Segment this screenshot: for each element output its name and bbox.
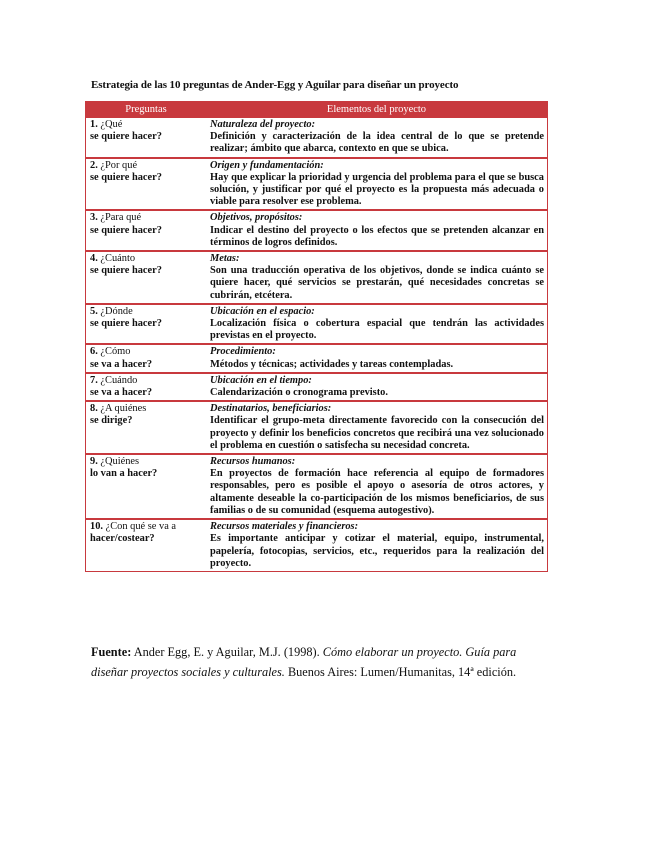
element-cell: [206, 304, 548, 345]
question-line-2: se dirige?: [90, 415, 133, 427]
element-description: Métodos y técnicas; actividades y tareas contempladas.: [210, 358, 454, 370]
question-word: ¿Con qué se va a: [105, 521, 177, 533]
question-line-2: se quiere hacer?: [90, 171, 162, 183]
table-row: [86, 158, 548, 211]
question-line-2: se quiere hacer?: [90, 224, 162, 236]
element-description: Son una traducción operativa de los objetivos, donde se indica cuánto se quiere hacer, qué servicios se prestarán, qué necesidades concretas se cubrirán, etcétera.: [210, 265, 544, 301]
element-heading: Ubicación en el tiempo:: [210, 374, 312, 386]
question-line-1: [90, 160, 203, 172]
element-heading: Destinatarios, beneficiarios:: [210, 403, 332, 415]
element-cell: [206, 519, 548, 571]
question-word: ¿Qué: [100, 119, 123, 130]
question-line-2: se quiere hacer?: [90, 318, 162, 330]
element-description: En proyectos de formación hace referencia al equipo de formadores responsables, pero es posible el apoyo o asesoría de otros actores, y altamente deseable la co-participación de los mismos beneficiarios, de sus familias o de su comunidad (esquema autogestivo).: [210, 468, 544, 516]
question-line-2: se va a hacer?: [90, 358, 153, 370]
table-body: [86, 117, 548, 571]
header-preguntas: Preguntas: [86, 102, 207, 118]
question-line-1: [90, 521, 203, 533]
question-number: 4.: [90, 253, 98, 265]
document-title: Estrategia de las 10 preguntas de Ander-Egg y Aguilar para diseñar un proyecto: [91, 79, 459, 91]
element-heading: Ubicación en el espacio:: [210, 305, 315, 317]
strategy-table: [85, 101, 548, 572]
element-cell: [206, 401, 548, 454]
element-description: Localización física o cobertura espacial que tendrán las actividades previstas en el proyecto.: [210, 318, 544, 342]
table-row: [86, 117, 548, 158]
question-line-1: [90, 253, 203, 265]
element-description: Calendarización o cronograma previsto.: [210, 387, 388, 399]
table-row: [86, 519, 548, 571]
element-heading: Objetivos, propósitos:: [210, 212, 303, 224]
question-line-1: [90, 306, 203, 318]
source-authors: Ander Egg, E. y Aguilar, M.J. (1998).: [133, 645, 320, 659]
question-word: ¿Cuándo: [100, 374, 138, 386]
element-cell: [206, 454, 548, 519]
element-cell: [206, 210, 548, 251]
question-number: 5.: [90, 305, 98, 317]
element-description: Hay que explicar la prioridad y urgencia del problema para el que se busca solución, y justificar por qué el proyecto es la propuesta más adecuada o viable para resolver ese problema.: [210, 171, 544, 208]
question-cell: [86, 117, 207, 158]
table-header-row: [86, 102, 548, 118]
element-cell: [206, 373, 548, 401]
element-heading: Recursos materiales y financieros:: [210, 521, 359, 533]
question-word: ¿Dónde: [100, 305, 133, 317]
table-row: [86, 251, 548, 304]
question-cell: [86, 454, 207, 519]
table-row: [86, 344, 548, 372]
element-description: Definición y caracterización de la idea central de lo que se pretende realizar; ámbito que abarca, contexto en que se ubica.: [210, 131, 544, 155]
source-publisher: Buenos Aires: Lumen/Humanitas, 14ª edición.: [287, 665, 517, 679]
question-line-1: [90, 456, 203, 468]
element-description: Identificar el grupo-meta directamente favorecido con la consecución del proyecto y definir los beneficios concretos que recibirá una vez solucionado el problema en cuestión o satisfecha su necesidad concreta.: [210, 415, 544, 451]
table-row: [86, 373, 548, 401]
question-line-2: se quiere hacer?: [90, 131, 162, 143]
element-heading: Metas:: [210, 253, 240, 265]
question-line-2: se va a hacer?: [90, 387, 153, 399]
question-cell: [86, 158, 207, 211]
element-cell: [206, 117, 548, 158]
question-word: ¿Cómo: [100, 346, 131, 358]
question-cell: [86, 210, 207, 251]
table-row: [86, 304, 548, 345]
element-cell: [206, 344, 548, 372]
question-number: 7.: [90, 374, 98, 386]
question-word: ¿Quiénes: [100, 456, 140, 468]
question-number: 10.: [90, 521, 103, 533]
element-heading: Procedimiento:: [210, 346, 276, 358]
element-heading: Naturaleza del proyecto:: [210, 119, 316, 130]
question-cell: [86, 304, 207, 345]
question-number: 6.: [90, 346, 98, 358]
question-number: 8.: [90, 403, 98, 415]
table-row: [86, 454, 548, 519]
question-number: 2.: [90, 159, 98, 171]
element-description: Indicar el destino del proyecto o los efectos que se pretenden alcanzar en términos de logros definidos.: [210, 224, 544, 248]
question-cell: [86, 373, 207, 401]
question-line-1: [90, 375, 203, 387]
question-word: ¿A quiénes: [100, 403, 147, 415]
question-line-2: hacer/costear?: [90, 533, 155, 545]
question-line-1: [90, 119, 203, 131]
source-citation: [91, 642, 551, 682]
question-number: 9.: [90, 456, 98, 468]
question-line-1: [90, 346, 203, 358]
element-cell: [206, 251, 548, 304]
question-cell: [86, 401, 207, 454]
question-cell: [86, 251, 207, 304]
question-line-1: [90, 212, 203, 224]
source-label: Fuente:: [91, 645, 132, 659]
element-heading: Origen y fundamentación:: [210, 159, 324, 171]
question-cell: [86, 519, 207, 571]
question-word: ¿Para qué: [100, 212, 142, 224]
question-word: ¿Cuánto: [100, 253, 136, 265]
question-number: 1.: [90, 119, 98, 130]
header-elementos: Elementos del proyecto: [206, 102, 548, 118]
question-line-2: se quiere hacer?: [90, 265, 162, 277]
question-number: 3.: [90, 212, 98, 224]
question-word: ¿Por qué: [100, 159, 138, 171]
question-line-1: [90, 403, 203, 415]
table-row: [86, 210, 548, 251]
question-line-2: lo van a hacer?: [90, 468, 158, 480]
element-heading: Recursos humanos:: [210, 456, 296, 468]
element-description: Es importante anticipar y cotizar el material, equipo, instrumental, papelería, fotocopias, servicios, etc., requeridos para la realización del proyecto.: [210, 533, 544, 569]
table-row: [86, 401, 548, 454]
question-cell: [86, 344, 207, 372]
source-book-title: Cómo elaborar un proyecto. Guía para diseñar proyectos sociales y culturales.: [91, 645, 517, 679]
element-cell: [206, 158, 548, 211]
